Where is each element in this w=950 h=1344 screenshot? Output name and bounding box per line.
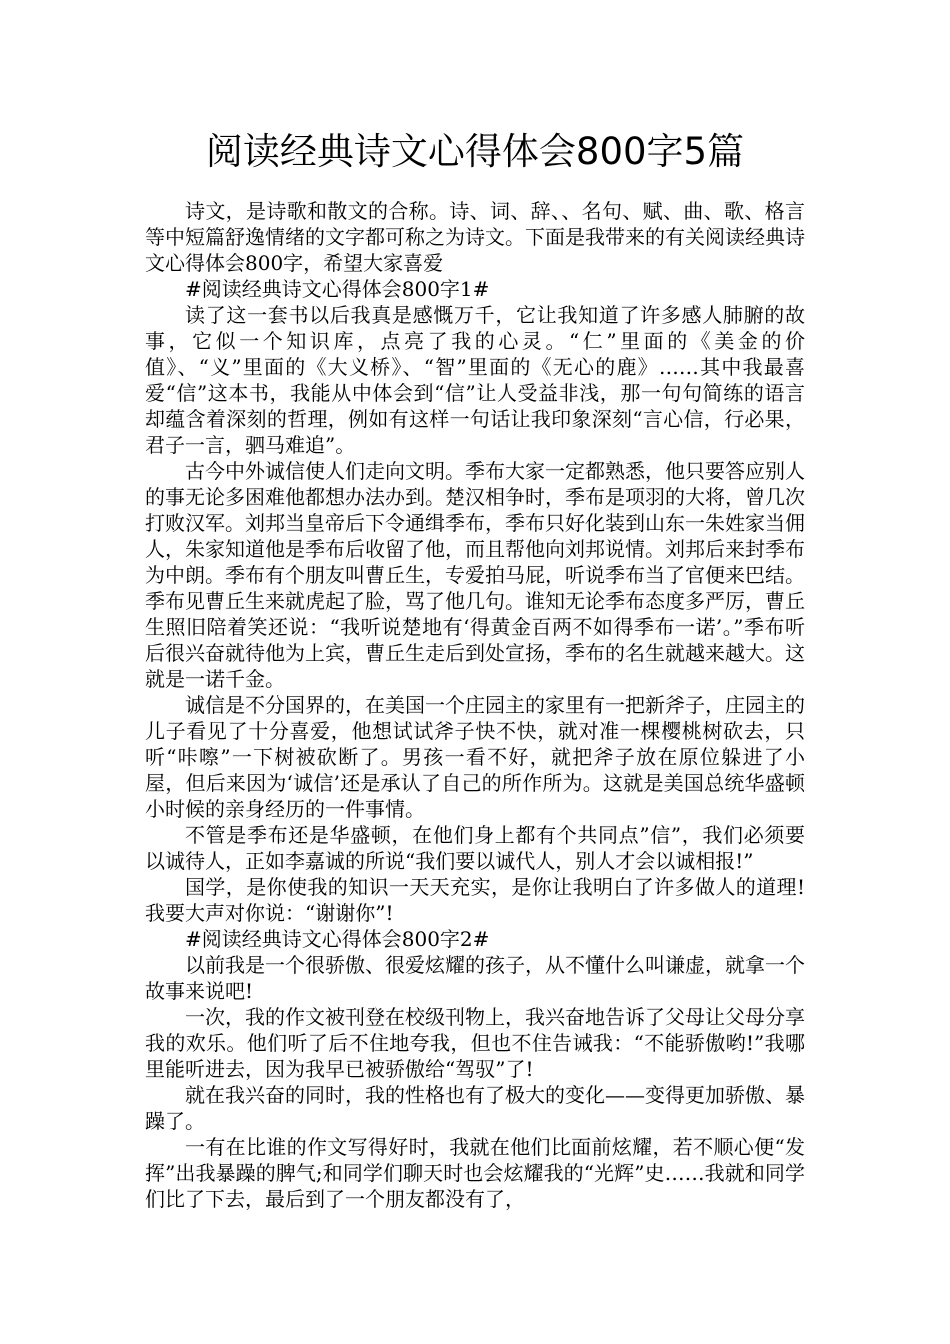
- paragraph: 以前我是一个很骄傲、很爱炫耀的孩子，从不懂什么叫谦虚，就拿一个故事来说吧!: [145, 953, 805, 1003]
- paragraph-intro: 诗文，是诗歌和散文的合称。诗、词、辞、、名句、赋、曲、歌、格言等中短篇舒逸情绪的文字都可称之为诗文。下面是我带来的有关阅读经典诗文心得体会800字，希望大家喜爱: [145, 199, 805, 275]
- document-body: [145, 198, 805, 1212]
- document-title: 阅读经典诗文心得体会800字5篇: [205, 130, 745, 173]
- paragraph: 不管是季布还是华盛顿，在他们身上都有个共同点”信”，我们必须要以诚待人，正如李嘉诚的所说“我们要以诚代人，别人才会以诚相报!”: [145, 823, 805, 873]
- section-heading-2: #阅读经典诗文心得体会800字2#: [185, 927, 490, 951]
- paragraph: 就在我兴奋的同时，我的性格也有了极大的变化——变得更加骄傲、暴躁了。: [145, 1083, 805, 1133]
- paragraph: 一次，我的作文被刊登在校级刊物上，我兴奋地告诉了父母让父母分享我的欢乐。他们听了后不住地夸我，但也不住告诫我：“不能骄傲哟!”我哪里能听进去，因为我早已被骄傲给“驾驭”了!: [145, 1005, 805, 1081]
- section-heading-1: #阅读经典诗文心得体会800字1#: [185, 277, 490, 301]
- paragraph: 读了这一套书以后我真是感慨万千，它让我知道了许多感人肺腑的故事，它似一个知识库，点亮了我的心灵。“仁”里面的《美金的价值》、“义”里面的《大义桥》、“智”里面的《无心的鹿》……其中我最喜爱“信”这本书，我能从中体会到“信”让人受益非浅，那一句句简练的语言却蕴含着深刻的哲理，例如有这样一句话让我印象深刻“言心信，行必果，君子一言，驷马难追”。: [145, 303, 805, 457]
- paragraph: 古今中外诚信使人们走向文明。季布大家一定都熟悉，他只要答应别人的事无论多困难他都想办法办到。楚汉相争时，季布是项羽的大将，曾几次打败汉军。刘邦当皇帝后下令通缉季布，季布只好化装到山东一朱姓家当佣人，朱家知道他是季布后收留了他，而且帮他向刘邦说情。刘邦后来封季布为中朗。季布有个朋友叫曹丘生，专爱拍马屁，听说季布当了官便来巴结。季布见曹丘生来就虎起了脸，骂了他几句。谁知无论季布态度多严厉，曹丘生照旧陪着笑还说：“我听说楚地有‘得黄金百两不如得季布一诺’。”季布听后很兴奋就待他为上宾，曹丘生走后到处宣扬，季布的名生就越来越大。这就是一诺千金。: [145, 459, 805, 691]
- paragraph: 国学，是你使我的知识一天天充实，是你让我明白了许多做人的道理!我要大声对你说：“谢谢你”!: [145, 875, 805, 925]
- paragraph: 诚信是不分国界的，在美国一个庄园主的家里有一把新斧子，庄园主的儿子看见了十分喜爱，他想试试斧子快不快，就对准一棵樱桃树砍去，只听“咔嚓”一下树被砍断了。男孩一看不好，就把斧子放在原位躲进了小屋，但后来因为‘诚信’还是承认了自己的所作所为。这就是美国总统华盛顿小时候的亲身经历的一件事情。: [145, 693, 805, 821]
- paragraph: 一有在比谁的作文写得好时，我就在他们比面前炫耀，若不顺心便“发挥”出我暴躁的脾气;和同学们聊天时也会炫耀我的“光辉”史……我就和同学们比了下去，最后到了一个朋友都没有了，: [145, 1135, 805, 1211]
